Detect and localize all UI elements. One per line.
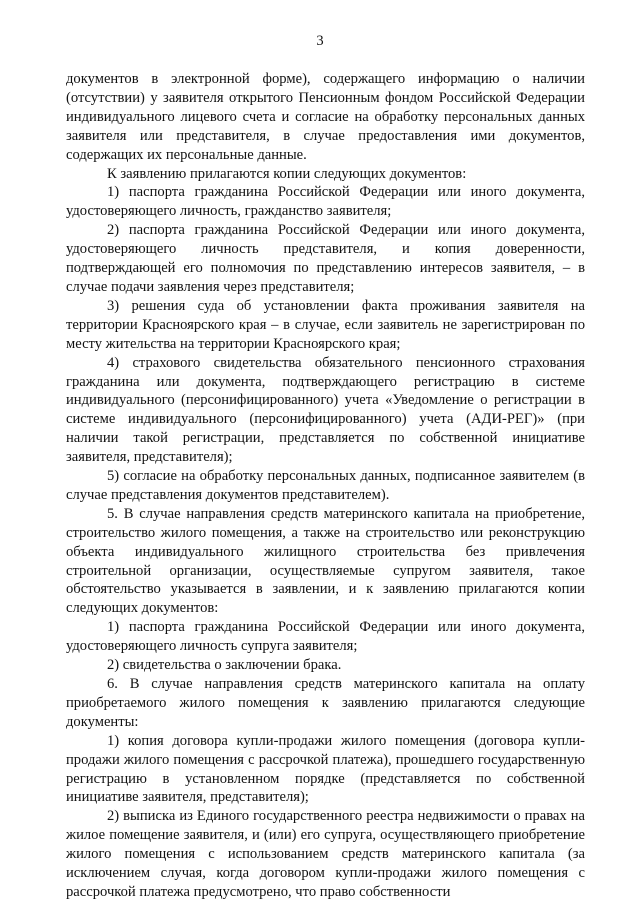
paragraph-section-5: 5. В случае направления средств материнского капитала на приобретение, строительство жилого помещения, а также на строительство или реконструкцию объекта индивидуального жилищного строительства без привлечения строительной организации, осуществляемые супругом заявителя, такое обстоятельство указывается в заявлении, и к заявлению прилагаются копии следующих документов: <box>66 505 585 617</box>
paragraph-item-4-insurance: 4) страхового свидетельства обязательного пенсионного страхования гражданина или документа, подтверждающего регистрацию в системе индивидуального (персонифицированного) учета «Уведомление о регистрации в системе индивидуального (персонифицированного) учета (АДИ-РЕГ)» (при наличии такой регистрации, представляется по собственной инициативе заявителя, представителя); <box>66 354 585 466</box>
page-number: 3 <box>316 33 324 49</box>
paragraph-continuation: документов в электронной форме), содержащего информацию о наличии (отсутствии) у заявителя открытого Пенсионным фондом Российской Федерации индивидуального лицевого счета и согласие на обработку персональных данных заявителя или представителя, в случае предоставления ими документов, содержащих их персональные данные. <box>66 71 585 163</box>
document-body <box>66 70 585 902</box>
paragraph-section-5-item-1: 1) паспорта гражданина Российской Федерации или иного документа, удостоверяющего личность супруга заявителя; <box>66 619 585 655</box>
paragraph-section-5-item-2: 2) свидетельства о заключении брака. <box>107 657 342 674</box>
paragraph-item-2-representative: 2) паспорта гражданина Российской Федерации или иного документа, удостоверяющего личность представителя, и копия доверенности, подтверждающей его полномочия по представлению интересов заявителя, – в случае подачи заявления через представителя; <box>66 222 585 295</box>
paragraph-item-5-consent: 5) согласие на обработку персональных данных, подписанное заявителем (в случае представления документов представителем). <box>66 468 585 503</box>
paragraph-item-1-passport: 1) паспорта гражданина Российской Федерации или иного документа, удостоверяющего личность, гражданство заявителя; <box>66 184 585 220</box>
paragraph-section-6: 6. В случае направления средств материнского капитала на оплату приобретаемого жилого помещения к заявлению прилагаются следующие документы: <box>66 676 585 730</box>
paragraph-section-6-item-2: 2) выписка из Единого государственного реестра недвижимости о правах на жилое помещение заявителя, и (или) его супруга, осуществляющего приобретение жилого помещения с использованием средств материнского капитала (за исключением случая, когда договором купли-продажи жилого помещения с рассрочкой платежа предусмотрено, что право собственности <box>66 808 585 900</box>
paragraph-attachments-intro: К заявлению прилагаются копии следующих документов: <box>107 165 467 182</box>
paragraph-item-3-court-decision: 3) решения суда об установлении факта проживания заявителя на территории Красноярского края – в случае, если заявитель не зарегистрирован по месту жительства на территории Красноярского края; <box>66 297 585 352</box>
paragraph-section-6-item-1: 1) копия договора купли-продажи жилого помещения (договора купли-продажи жилого помещения с рассрочкой платежа), прошедшего государственную регистрацию в установленном порядке (представляется по собственной инициативе заявителя, представителя); <box>66 732 585 806</box>
